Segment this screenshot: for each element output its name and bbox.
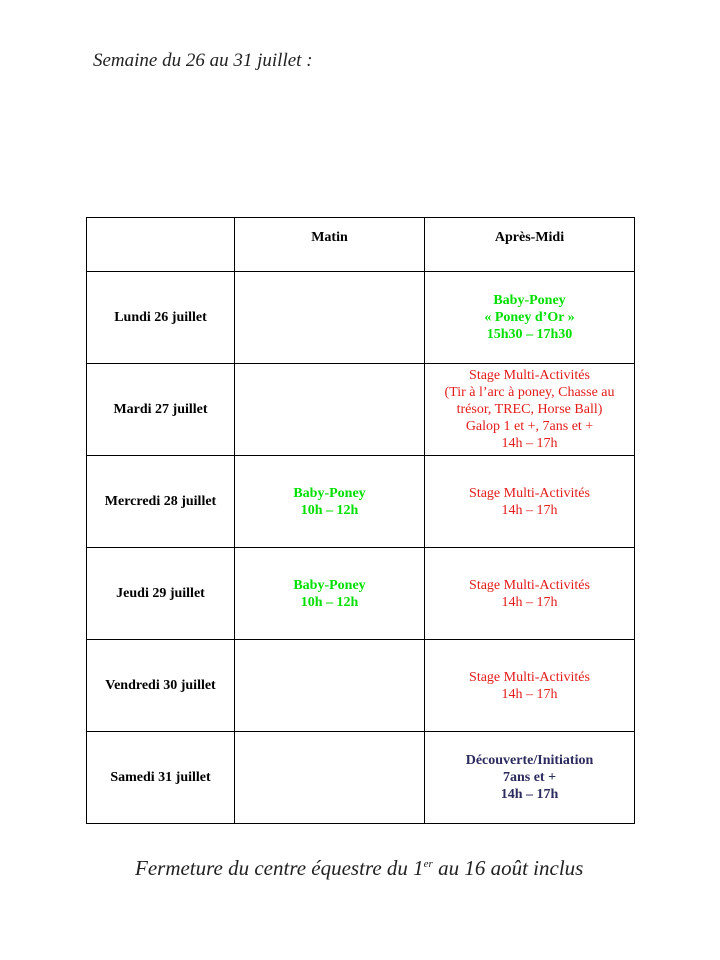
closing-text-start: Fermeture du centre équestre du 1 — [135, 856, 424, 880]
morning-activity-line: Baby-Poney — [293, 485, 366, 501]
morning-activity-line: Baby-Poney — [293, 577, 366, 593]
afternoon-cell — [425, 548, 635, 640]
day-cell: Mardi 27 juillet — [87, 364, 235, 456]
day-cell: Mercredi 28 juillet — [87, 456, 235, 548]
afternoon-activity-line: 15h30 – 17h30 — [486, 327, 573, 342]
afternoon-cell — [425, 640, 635, 732]
afternoon-cell — [425, 732, 635, 824]
table-row — [87, 364, 635, 456]
morning-cell — [235, 640, 425, 732]
closing-notice — [135, 856, 583, 881]
afternoon-activity-line: 14h – 17h — [501, 436, 558, 451]
morning-cell — [235, 456, 425, 548]
morning-activity-line: 10h – 12h — [300, 502, 359, 518]
afternoon-activity-line: 14h – 17h — [501, 686, 558, 702]
afternoon-activity-line: 14h – 17h — [501, 594, 558, 610]
afternoon-activity-line: trésor, TREC, Horse Ball) — [456, 402, 603, 417]
afternoon-activity-line: Découverte/Initiation — [465, 753, 594, 768]
afternoon-cell — [425, 272, 635, 364]
table-row — [87, 732, 635, 824]
closing-text-end: au 16 août inclus — [432, 856, 584, 880]
schedule-table — [86, 217, 635, 824]
afternoon-activity-line: Stage Multi-Activités — [469, 485, 590, 501]
schedule-body — [87, 272, 635, 824]
afternoon-activity-line: 7ans et + — [502, 770, 557, 785]
header-morning: Matin — [235, 218, 425, 272]
afternoon-activity-line: Stage Multi-Activités — [469, 577, 590, 593]
week-title: Semaine du 26 au 31 juillet : — [93, 50, 313, 71]
closing-superscript: er — [423, 858, 433, 870]
table-header-row — [87, 218, 635, 272]
afternoon-cell — [425, 364, 635, 456]
morning-activity-line: 10h – 12h — [300, 594, 359, 610]
afternoon-cell — [425, 456, 635, 548]
afternoon-activity-line: (Tir à l’arc à poney, Chasse au — [444, 385, 615, 400]
header-afternoon: Après-Midi — [425, 218, 635, 272]
morning-cell — [235, 548, 425, 640]
header-day — [87, 218, 235, 272]
morning-cell — [235, 364, 425, 456]
afternoon-activity-line: Stage Multi-Activités — [469, 368, 590, 383]
day-cell: Samedi 31 juillet — [87, 732, 235, 824]
table-row — [87, 548, 635, 640]
morning-cell — [235, 272, 425, 364]
table-row — [87, 640, 635, 732]
afternoon-activity-line: 14h – 17h — [500, 787, 559, 802]
day-cell: Lundi 26 juillet — [87, 272, 235, 364]
table-row — [87, 456, 635, 548]
day-cell: Jeudi 29 juillet — [87, 548, 235, 640]
afternoon-activity-line: « Poney d’Or » — [484, 310, 575, 325]
table-row — [87, 272, 635, 364]
day-cell: Vendredi 30 juillet — [87, 640, 235, 732]
afternoon-activity-line: Galop 1 et +, 7ans et + — [465, 419, 594, 434]
afternoon-activity-line: Stage Multi-Activités — [469, 669, 590, 685]
afternoon-activity-line: 14h – 17h — [501, 502, 558, 518]
afternoon-activity-line: Baby-Poney — [493, 293, 566, 308]
morning-cell — [235, 732, 425, 824]
